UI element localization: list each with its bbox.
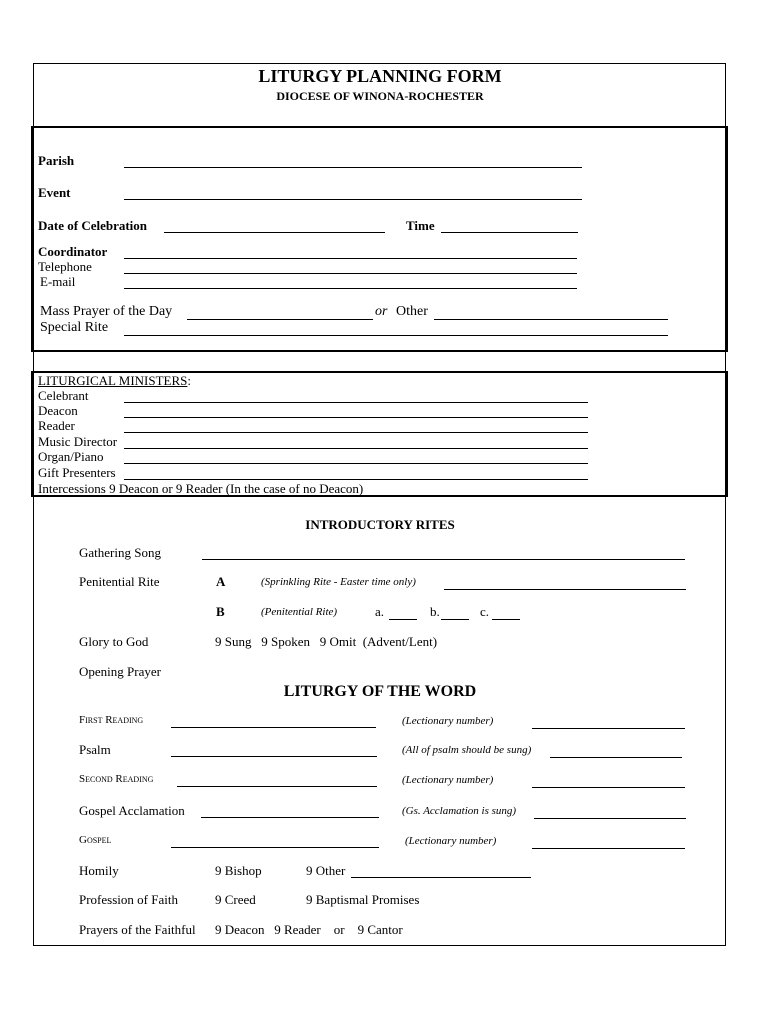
celebrant-label: Celebrant xyxy=(38,388,89,403)
reader-label: Reader xyxy=(38,418,75,433)
form-subtitle: DIOCESE OF WINONA-ROCHESTER xyxy=(276,89,484,103)
option-b-a-label: a. xyxy=(375,604,385,619)
gift-label: Gift Presenters xyxy=(38,465,116,480)
gospel-label: Gospel xyxy=(79,834,112,846)
event-field[interactable] xyxy=(124,187,582,200)
opening-prayer-label: Opening Prayer xyxy=(79,664,161,679)
deacon-label: Deacon xyxy=(38,403,78,418)
parish-label: Parish xyxy=(38,153,75,168)
gathering-field[interactable] xyxy=(202,547,685,560)
first-reading-lect: (Lectionary number) xyxy=(402,715,494,727)
gospel-lect-field[interactable] xyxy=(532,836,685,849)
glory-label: Glory to God xyxy=(79,634,149,649)
homily-other-field[interactable] xyxy=(351,865,531,878)
reader-field[interactable] xyxy=(124,420,588,433)
mass-prayer-label: Mass Prayer of the Day xyxy=(40,304,173,319)
option-b-b-label: b. xyxy=(430,604,440,619)
coordinator-label: Coordinator xyxy=(38,244,108,259)
prayers-faithful-options[interactable]: 9 Deacon 9 Reader or 9 Cantor xyxy=(215,922,403,937)
telephone-field[interactable] xyxy=(124,261,577,274)
mass-prayer-field[interactable] xyxy=(187,307,373,320)
music-director-field[interactable] xyxy=(124,436,588,449)
psalm-note: (All of psalm should be sung) xyxy=(402,744,532,756)
creed-option[interactable]: 9 Creed xyxy=(215,892,256,907)
ministers-heading-text: LITURGICAL MINISTERS xyxy=(38,373,188,388)
ministers-heading-colon: : xyxy=(187,373,191,388)
ministers-heading xyxy=(38,373,191,389)
prayers-faithful-label: Prayers of the Faithful xyxy=(79,922,196,937)
coordinator-field[interactable] xyxy=(124,246,577,259)
penitential-label: Penitential Rite xyxy=(79,574,160,589)
intro-heading: INTRODUCTORY RITES xyxy=(305,517,455,532)
date-label: Date of Celebration xyxy=(38,218,148,233)
option-a-desc: (Sprinkling Rite - Easter time only) xyxy=(261,576,416,588)
time-label: Time xyxy=(406,218,435,233)
form-title: LITURGY PLANNING FORM xyxy=(258,66,502,86)
acclamation-note-field[interactable] xyxy=(534,806,686,819)
option-a-field[interactable] xyxy=(444,577,686,590)
option-b-c-field[interactable] xyxy=(492,607,520,620)
telephone-label: Telephone xyxy=(38,259,92,274)
psalm-field[interactable] xyxy=(171,744,377,757)
psalm-note-field[interactable] xyxy=(550,745,682,758)
or-label: or xyxy=(375,304,388,319)
profession-label: Profession of Faith xyxy=(79,892,178,907)
celebrant-field[interactable] xyxy=(124,390,588,403)
word-heading: LITURGY OF THE WORD xyxy=(283,683,477,700)
acclamation-note: (Gs. Acclamation is sung) xyxy=(402,805,517,817)
option-b-desc: (Penitential Rite) xyxy=(261,606,338,618)
homily-label: Homily xyxy=(79,863,119,878)
organ-label: Organ/Piano xyxy=(38,449,104,464)
first-reading-field[interactable] xyxy=(171,715,376,728)
gospel-acclamation-label: Gospel Acclamation xyxy=(79,803,185,818)
option-a: A xyxy=(216,574,226,589)
email-field[interactable] xyxy=(124,276,577,289)
other-prayer-field[interactable] xyxy=(434,307,668,320)
gospel-acclamation-field[interactable] xyxy=(201,805,379,818)
time-field[interactable] xyxy=(441,220,578,233)
gift-field[interactable] xyxy=(124,467,588,480)
first-reading-label: First Reading xyxy=(79,714,144,726)
second-reading-lect-field[interactable] xyxy=(532,775,685,788)
option-b-c-label: c. xyxy=(480,604,490,619)
gospel-lect: (Lectionary number) xyxy=(405,835,497,847)
option-b: B xyxy=(216,604,225,619)
gathering-label: Gathering Song xyxy=(79,545,161,560)
baptismal-option[interactable]: 9 Baptismal Promises xyxy=(306,892,420,907)
gospel-field[interactable] xyxy=(171,835,379,848)
psalm-label: Psalm xyxy=(79,742,111,757)
homily-other-option[interactable]: 9 Other xyxy=(306,863,346,878)
special-rite-label: Special Rite xyxy=(40,320,109,335)
organ-field[interactable] xyxy=(124,451,588,464)
intercessions-label: Intercessions 9 Deacon or 9 Reader (In the case of no Deacon) xyxy=(38,481,364,496)
other-label: Other xyxy=(396,304,428,319)
deacon-field[interactable] xyxy=(124,405,588,418)
second-reading-label: Second Reading xyxy=(79,773,154,785)
option-b-a-field[interactable] xyxy=(389,607,417,620)
music-director-label: Music Director xyxy=(38,434,118,449)
first-reading-lect-field[interactable] xyxy=(532,716,685,729)
second-reading-lect: (Lectionary number) xyxy=(402,774,494,786)
option-b-b-field[interactable] xyxy=(441,607,469,620)
date-field[interactable] xyxy=(164,220,385,233)
special-rite-field[interactable] xyxy=(124,323,668,336)
parish-field[interactable] xyxy=(124,155,582,168)
email-label: E-mail xyxy=(40,274,76,289)
second-reading-field[interactable] xyxy=(177,774,377,787)
glory-options[interactable]: 9 Sung 9 Spoken 9 Omit (Advent/Lent) xyxy=(215,634,438,649)
event-label: Event xyxy=(38,185,71,200)
homily-bishop-option[interactable]: 9 Bishop xyxy=(215,863,262,878)
